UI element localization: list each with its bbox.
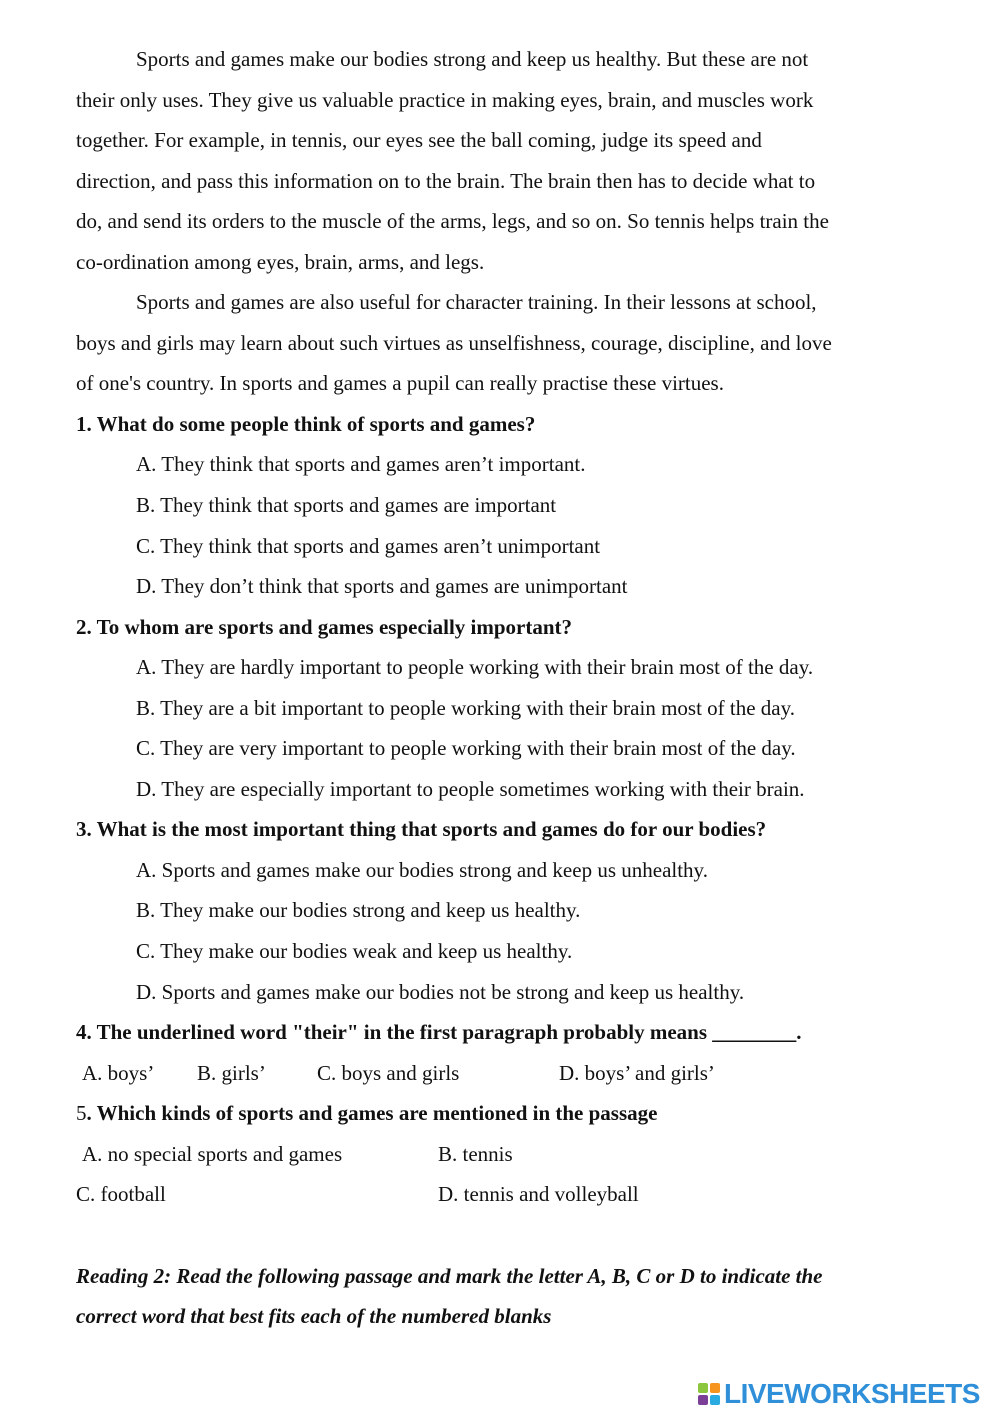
q4-option-a[interactable]: A. boys’ bbox=[82, 1061, 155, 1085]
question-3: 3. What is the most important thing that sports and games do for our bodies? bbox=[76, 817, 767, 841]
passage-p1-line-4: direction, and pass this information on to the brain. The brain then has to decide what to bbox=[76, 169, 816, 193]
question-2: 2. To whom are sports and games especially important? bbox=[76, 615, 573, 639]
q1-option-a[interactable]: A. They think that sports and games aren’t important. bbox=[136, 452, 586, 476]
passage-p2-line-2: boys and girls may learn about such virtues as unselfishness, courage, discipline, and love bbox=[76, 331, 832, 355]
passage-p1-line-5: do, and send its orders to the muscle of the arms, legs, and so on. So tennis helps train the bbox=[76, 209, 829, 233]
q2-option-a[interactable]: A. They are hardly important to people working with their brain most of the day. bbox=[136, 655, 814, 679]
q2-option-b[interactable]: B. They are a bit important to people working with their brain most of the day. bbox=[136, 696, 796, 720]
q4-option-c[interactable]: C. boys and girls bbox=[317, 1061, 460, 1085]
q3-option-a[interactable]: A. Sports and games make our bodies strong and keep us unhealthy. bbox=[136, 858, 708, 882]
liveworksheets-logo-text: LIVEWORKSHEETS bbox=[724, 1378, 980, 1409]
q5-option-a[interactable]: A. no special sports and games bbox=[82, 1142, 343, 1166]
q1-option-b[interactable]: B. They think that sports and games are important bbox=[136, 493, 557, 517]
passage-p2-line-1: Sports and games are also useful for character training. In their lessons at school, bbox=[136, 290, 817, 314]
question-5-number: 5 bbox=[76, 1101, 87, 1125]
q3-option-b[interactable]: B. They make our bodies strong and keep us healthy. bbox=[136, 898, 581, 922]
question-5 bbox=[76, 1103, 657, 1124]
question-5-text: . Which kinds of sports and games are mentioned in the passage bbox=[86, 1101, 658, 1125]
q1-option-d[interactable]: D. They don’t think that sports and games are unimportant bbox=[136, 574, 628, 598]
reading-2-instruction-line-2: correct word that best fits each of the numbered blanks bbox=[76, 1304, 552, 1328]
q4-option-b[interactable]: B. girls’ bbox=[197, 1061, 266, 1085]
passage-p2-line-3: of one's country. In sports and games a pupil can really practise these virtues. bbox=[76, 371, 724, 395]
q5-option-c[interactable]: C. football bbox=[76, 1182, 166, 1206]
liveworksheets-logo[interactable] bbox=[698, 1380, 980, 1408]
passage-p1-line-1: Sports and games make our bodies strong and keep us healthy. But these are not bbox=[136, 47, 809, 71]
q5-option-d[interactable]: D. tennis and volleyball bbox=[438, 1182, 639, 1206]
question-1: 1. What do some people think of sports and games? bbox=[76, 412, 536, 436]
q1-option-c[interactable]: C. They think that sports and games aren’t unimportant bbox=[136, 534, 601, 558]
q2-option-d[interactable]: D. They are especially important to people sometimes working with their brain. bbox=[136, 777, 805, 801]
passage-p1-line-3: together. For example, in tennis, our eyes see the ball coming, judge its speed and bbox=[76, 128, 762, 152]
passage-p1-line-2: their only uses. They give us valuable practice in making eyes, brain, and muscles work bbox=[76, 88, 814, 112]
q5-option-b[interactable]: B. tennis bbox=[438, 1142, 513, 1166]
reading-2-instruction-line-1: Reading 2: Read the following passage and mark the letter A, B, C or D to indicate the bbox=[76, 1264, 823, 1288]
passage-p1-line-6: co-ordination among eyes, brain, arms, and legs. bbox=[76, 250, 485, 274]
q3-option-d[interactable]: D. Sports and games make our bodies not be strong and keep us healthy. bbox=[136, 980, 745, 1004]
liveworksheets-logo-icon bbox=[698, 1383, 720, 1405]
q2-option-c[interactable]: C. They are very important to people working with their brain most of the day. bbox=[136, 736, 796, 760]
question-4: 4. The underlined word "their" in the first paragraph probably means ________. bbox=[76, 1020, 802, 1044]
q4-option-d[interactable]: D. boys’ and girls’ bbox=[559, 1061, 715, 1085]
q3-option-c[interactable]: C. They make our bodies weak and keep us healthy. bbox=[136, 939, 573, 963]
